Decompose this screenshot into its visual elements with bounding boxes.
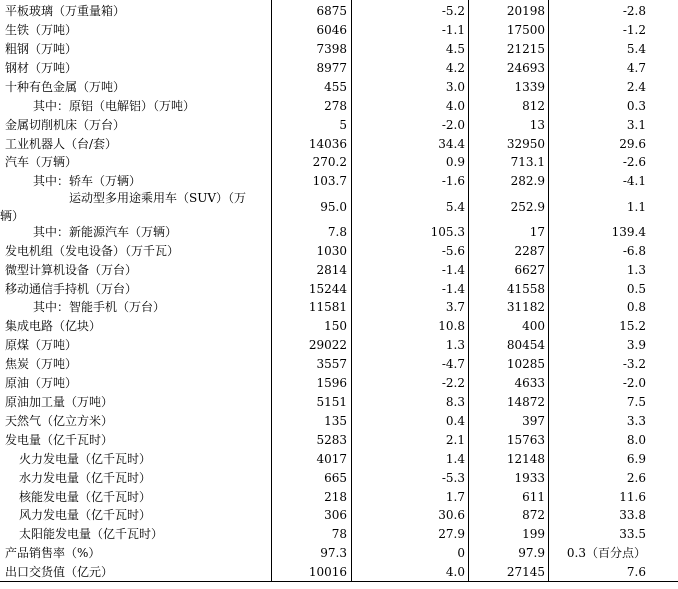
- current-growth: 3.7: [445, 300, 465, 314]
- current-growth: -2.0: [441, 118, 465, 132]
- item-name: 原油加工量（万吨）: [5, 395, 114, 409]
- item-name: 焦炭（万吨）: [5, 357, 78, 371]
- current-value: 5151: [316, 395, 347, 409]
- cumulative-growth: 3.9: [626, 338, 646, 352]
- current-value: 306: [324, 508, 347, 522]
- current-growth: 4.5: [445, 42, 465, 56]
- cumulative-value: 252.9: [510, 200, 545, 214]
- cumulative-value: 15763: [506, 433, 545, 447]
- item-name: 原油（万吨）: [5, 376, 78, 390]
- table-row: [0, 2, 678, 20]
- current-value: 455: [324, 80, 347, 94]
- cumulative-value: 199: [522, 527, 545, 541]
- item-name: 生铁（万吨）: [5, 23, 78, 37]
- current-growth: 0.9: [445, 155, 465, 169]
- cumulative-growth: 8.0: [626, 433, 646, 447]
- current-growth: 30.6: [438, 508, 465, 522]
- cumulative-value: 17500: [506, 23, 545, 37]
- current-growth: -2.2: [441, 376, 465, 390]
- cumulative-value: 713.1: [510, 155, 545, 169]
- current-growth: -1.4: [441, 263, 465, 277]
- current-growth: -5.2: [441, 4, 465, 18]
- current-growth: 8.3: [445, 395, 465, 409]
- cumulative-growth: 7.6: [626, 565, 646, 579]
- cumulative-growth: 139.4: [611, 225, 646, 239]
- cumulative-growth: 1.1: [626, 200, 646, 214]
- current-growth: -1.1: [441, 23, 465, 37]
- current-value: 4017: [316, 452, 347, 466]
- table-row: [0, 21, 678, 39]
- current-growth: -4.7: [441, 357, 465, 371]
- table-row: [0, 355, 678, 373]
- table-row: [0, 469, 678, 487]
- cumulative-value: 282.9: [510, 174, 545, 188]
- cumulative-value: 872: [522, 508, 545, 522]
- current-growth: -1.6: [441, 174, 465, 188]
- current-value: 11581: [308, 300, 347, 314]
- cumulative-growth: 11.6: [619, 490, 646, 504]
- current-value: 5283: [316, 433, 347, 447]
- cumulative-value: 397: [522, 414, 545, 428]
- cumulative-value: 21215: [506, 42, 545, 56]
- current-growth: -1.4: [441, 282, 465, 296]
- current-value: 29022: [308, 338, 347, 352]
- current-value: 218: [324, 490, 347, 504]
- item-name: 其中：智能手机（万台）: [33, 300, 166, 314]
- table-row: [0, 544, 678, 562]
- item-name: 出口交货值（亿元）: [5, 565, 114, 579]
- cumulative-value: 14872: [506, 395, 545, 409]
- cumulative-growth: -1.2: [622, 23, 646, 37]
- current-value: 7398: [316, 42, 347, 56]
- cumulative-growth: 2.4: [626, 80, 646, 94]
- item-name: 其中：轿车（万辆）: [33, 174, 142, 188]
- current-growth: 1.7: [445, 490, 465, 504]
- cumulative-value: 12148: [506, 452, 545, 466]
- item-name: 太阳能发电量（亿千瓦时）: [19, 527, 164, 541]
- cumulative-growth: 0.8: [626, 300, 646, 314]
- cumulative-growth: -2.8: [622, 4, 646, 18]
- current-growth: 0: [457, 546, 465, 560]
- item-name: 金属切削机床（万台）: [5, 118, 126, 132]
- cumulative-value: 20198: [506, 4, 545, 18]
- cumulative-growth: 33.5: [619, 527, 646, 541]
- item-name: [0, 189, 267, 225]
- current-value: 97.3: [320, 546, 347, 560]
- cumulative-value: 6627: [514, 263, 545, 277]
- current-value: 14036: [308, 137, 347, 151]
- current-value: 1596: [316, 376, 347, 390]
- item-name: 其中：新能源汽车（万辆）: [33, 225, 178, 239]
- table-row: [0, 97, 678, 115]
- cumulative-value: 80454: [506, 338, 545, 352]
- cumulative-value: 2287: [514, 244, 545, 258]
- current-growth: 4.0: [445, 565, 465, 579]
- current-value: 6875: [316, 4, 347, 18]
- current-growth: 3.0: [445, 80, 465, 94]
- current-value: 78: [331, 527, 347, 541]
- current-value: 7.8: [327, 225, 347, 239]
- cumulative-growth: 4.7: [626, 61, 646, 75]
- item-name: 核能发电量（亿千瓦时）: [19, 490, 152, 504]
- cumulative-growth: 0.3（百分点）: [566, 546, 646, 560]
- table-row: [0, 431, 678, 449]
- item-name: 移动通信手持机（万台）: [5, 282, 138, 296]
- current-value: 2814: [316, 263, 347, 277]
- cumulative-growth: 33.8: [619, 508, 646, 522]
- table-row: [0, 40, 678, 58]
- item-name: 天然气（亿立方米）: [5, 414, 114, 428]
- current-growth: 10.8: [438, 319, 465, 333]
- cumulative-growth: 15.2: [619, 319, 646, 333]
- cumulative-growth: -2.6: [622, 155, 646, 169]
- cumulative-growth: -6.8: [622, 244, 646, 258]
- cumulative-growth: -3.2: [622, 357, 646, 371]
- item-name: 集成电路（亿块）: [5, 319, 102, 333]
- item-name: 水力发电量（亿千瓦时）: [19, 471, 152, 485]
- item-name: 工业机器人（台/套）: [5, 137, 118, 151]
- table-row: [0, 412, 678, 430]
- item-name-line2: 辆）: [0, 209, 25, 223]
- cumulative-value: 1339: [514, 80, 545, 94]
- item-name-line1: 运动型多用途乘用车（SUV）（万: [69, 191, 247, 205]
- cumulative-growth: 5.4: [626, 42, 646, 56]
- current-growth: -5.6: [441, 244, 465, 258]
- table-row: [0, 525, 678, 543]
- item-name: 钢材（万吨）: [5, 61, 78, 75]
- table-row: [0, 280, 678, 298]
- cumulative-value: 400: [522, 319, 545, 333]
- current-value: 1030: [316, 244, 347, 258]
- cumulative-value: 27145: [506, 565, 545, 579]
- item-name: 发电机组（发电设备）（万千瓦）: [5, 244, 180, 258]
- table-row: [0, 298, 678, 316]
- cumulative-value: 611: [522, 490, 545, 504]
- table-row: [0, 506, 678, 524]
- current-growth: 2.1: [445, 433, 465, 447]
- table-row: [0, 78, 678, 96]
- item-name: 风力发电量（亿千瓦时）: [19, 508, 152, 522]
- item-name: 微型计算机设备（万台）: [5, 263, 138, 277]
- current-value: 150: [324, 319, 347, 333]
- cumulative-value: 10285: [506, 357, 545, 371]
- item-name: 平板玻璃（万重量箱）: [5, 4, 126, 18]
- cumulative-growth: 7.5: [626, 395, 646, 409]
- current-growth: -5.3: [441, 471, 465, 485]
- current-value: 135: [324, 414, 347, 428]
- table-row: [0, 153, 678, 171]
- item-name: 火力发电量（亿千瓦时）: [19, 452, 152, 466]
- current-growth: 4.2: [445, 61, 465, 75]
- cumulative-growth: 6.9: [626, 452, 646, 466]
- current-value: 3557: [316, 357, 347, 371]
- table-row: [0, 317, 678, 335]
- current-value: 15244: [308, 282, 347, 296]
- item-name: 其中：原铝（电解铝）（万吨）: [33, 99, 196, 113]
- table-row: [0, 172, 678, 190]
- table-bottom-border: [0, 581, 678, 582]
- current-value: 270.2: [312, 155, 347, 169]
- cumulative-growth: 0.3: [626, 99, 646, 113]
- cumulative-value: 24693: [506, 61, 545, 75]
- table-row: [0, 563, 678, 581]
- cumulative-growth: 29.6: [619, 137, 646, 151]
- cumulative-growth: 2.6: [626, 471, 646, 485]
- item-name: 发电量（亿千瓦时）: [5, 433, 114, 447]
- table-row: [0, 374, 678, 392]
- current-value: 278: [324, 99, 347, 113]
- item-name: 粗钢（万吨）: [5, 42, 78, 56]
- table-row: [0, 393, 678, 411]
- current-value: 95.0: [320, 200, 347, 214]
- table-row: [0, 116, 678, 134]
- cumulative-growth: 0.5: [626, 282, 646, 296]
- cumulative-growth: 3.3: [626, 414, 646, 428]
- current-growth: 5.4: [445, 200, 465, 214]
- table-row: [0, 242, 678, 260]
- cumulative-growth: 1.3: [626, 263, 646, 277]
- table-row: [0, 261, 678, 279]
- cumulative-growth: 3.1: [626, 118, 646, 132]
- cumulative-growth: -2.0: [622, 376, 646, 390]
- cumulative-value: 31182: [506, 300, 545, 314]
- current-growth: 0.4: [445, 414, 465, 428]
- current-value: 103.7: [312, 174, 347, 188]
- cumulative-value: 1933: [514, 471, 545, 485]
- current-value: 665: [324, 471, 347, 485]
- table-row: [0, 223, 678, 241]
- cumulative-value: 13: [529, 118, 545, 132]
- table-row: [0, 336, 678, 354]
- current-growth: 4.0: [445, 99, 465, 113]
- cumulative-value: 41558: [506, 282, 545, 296]
- cumulative-value: 4633: [514, 376, 545, 390]
- current-growth: 34.4: [438, 137, 465, 151]
- current-growth: 1.4: [445, 452, 465, 466]
- current-value: 10016: [308, 565, 347, 579]
- current-value: 5: [339, 118, 347, 132]
- cumulative-value: 97.9: [518, 546, 545, 560]
- item-name: 产品销售率（%）: [5, 546, 101, 560]
- current-growth: 1.3: [445, 338, 465, 352]
- table-row: [0, 450, 678, 468]
- current-value: 8977: [316, 61, 347, 75]
- table-row: [0, 59, 678, 77]
- current-value: 6046: [316, 23, 347, 37]
- cumulative-value: 812: [522, 99, 545, 113]
- cumulative-value: 32950: [506, 137, 545, 151]
- table-row: [0, 189, 678, 225]
- item-name: 汽车（万辆）: [5, 155, 78, 169]
- item-name: 原煤（万吨）: [5, 338, 78, 352]
- cumulative-value: 17: [529, 225, 545, 239]
- item-name: 十种有色金属（万吨）: [5, 80, 126, 94]
- cumulative-growth: -4.1: [622, 174, 646, 188]
- table-row: [0, 135, 678, 153]
- current-growth: 105.3: [430, 225, 465, 239]
- current-growth: 27.9: [438, 527, 465, 541]
- table-row: [0, 488, 678, 506]
